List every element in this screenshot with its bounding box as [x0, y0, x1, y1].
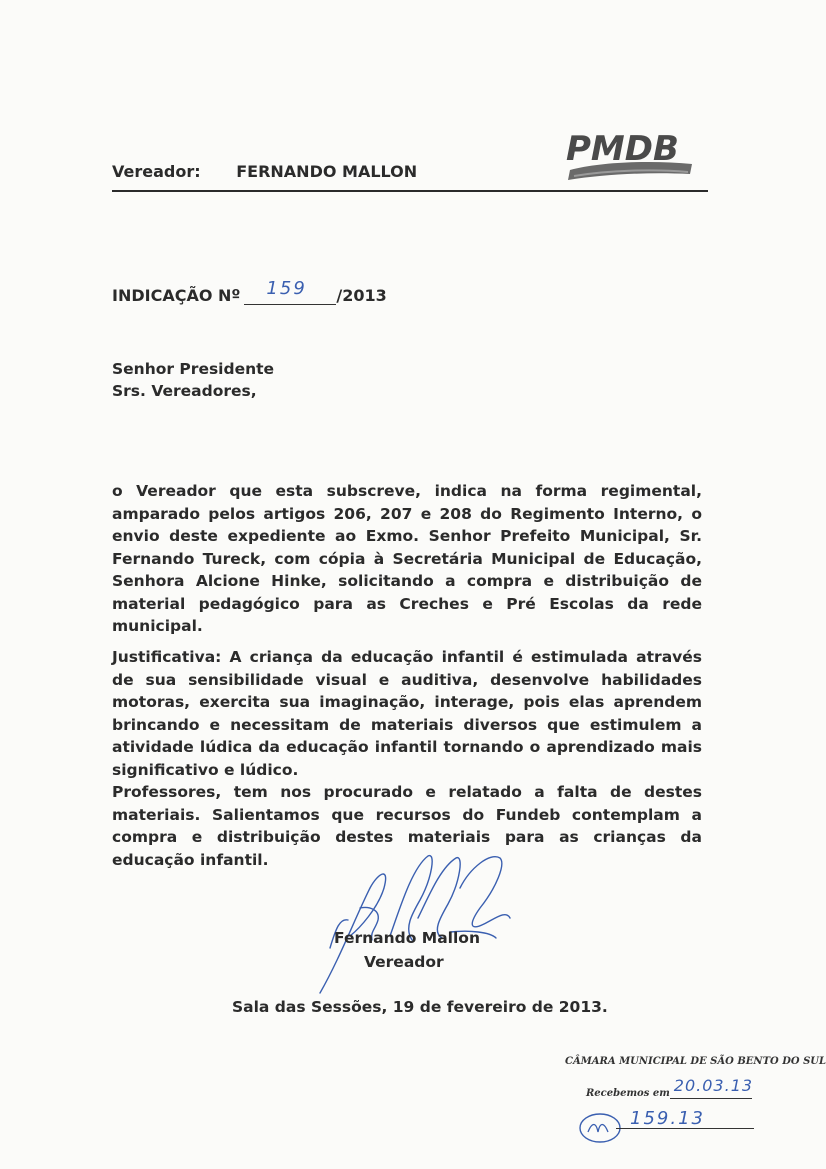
signature-scribble — [300, 848, 540, 998]
stamp-received-date: 20.03.13 — [673, 1076, 754, 1095]
body-paragraph-2 — [112, 646, 702, 871]
vereador-name: FERNANDO MALLON — [236, 162, 418, 181]
svg-text:PMDB: PMDB — [566, 129, 679, 169]
pmdb-logo — [560, 124, 700, 186]
greeting — [112, 358, 274, 402]
stamp-title: CÂMARA MUNICIPAL DE SÃO BENTO DO SUL — [565, 1056, 826, 1067]
indicacao-number-blank — [244, 278, 336, 305]
signatory-name: Fernando Mallon — [334, 929, 480, 947]
vereador-line — [112, 162, 417, 181]
indicacao-prefix: INDICAÇÃO Nº — [112, 286, 241, 305]
greeting-line-1: Senhor Presidente — [112, 360, 275, 378]
indicacao-suffix: /2013 — [336, 286, 387, 305]
body-paragraph-1 — [112, 480, 702, 638]
signatory-role: Vereador — [364, 953, 444, 971]
stamp-received-label: Recebemos em — [586, 1088, 670, 1099]
vereador-label: Vereador: — [112, 162, 201, 181]
stamp-received — [586, 1076, 754, 1099]
indicacao-number: 159 — [266, 278, 307, 299]
paragraph-request: o Vereador que esta subscreve, indica na forma regimental, amparado pelos artigos 206, 207 e 208 do Regimento Interno, o envio deste expediente ao Exmo. Senhor Prefeito Municipal, Sr. Fernando Tureck, com cópia à Secretária Municipal de Educação, Senhora Alcione Hinke, solicitando a compra e distribuição de material pedagógico para as Creches e Pré Escolas da rede municipal. — [112, 482, 702, 635]
greeting-line-2: Srs. Vereadores, — [112, 382, 257, 400]
header-rule — [112, 190, 708, 192]
protocol-number: 159.13 — [630, 1108, 705, 1129]
paragraph-justificativa: Justificativa: A criança da educação infantil é estimulada através de sua sensibilidade visual e auditiva, desenvolve habilidades motoras, exercita sua imaginação, interage, pois elas aprendem brincando e necessitam de materiais diversos que estimulem a atividade lúdica da educação infantil tornando o aprendizado mais significativo e lúdico. — [112, 648, 702, 779]
place-date: Sala das Sessões, 19 de fevereiro de 2013. — [232, 998, 608, 1016]
paragraph-professores: Professores, tem nos procurado e relatado a falta de destes materiais. Salientamos que recursos do Fundeb contemplam a compra e distribuição destes materiais para as crianças da educação infantil. — [112, 783, 702, 869]
stamp-received-line — [670, 1076, 754, 1099]
indicacao-line — [112, 278, 387, 305]
